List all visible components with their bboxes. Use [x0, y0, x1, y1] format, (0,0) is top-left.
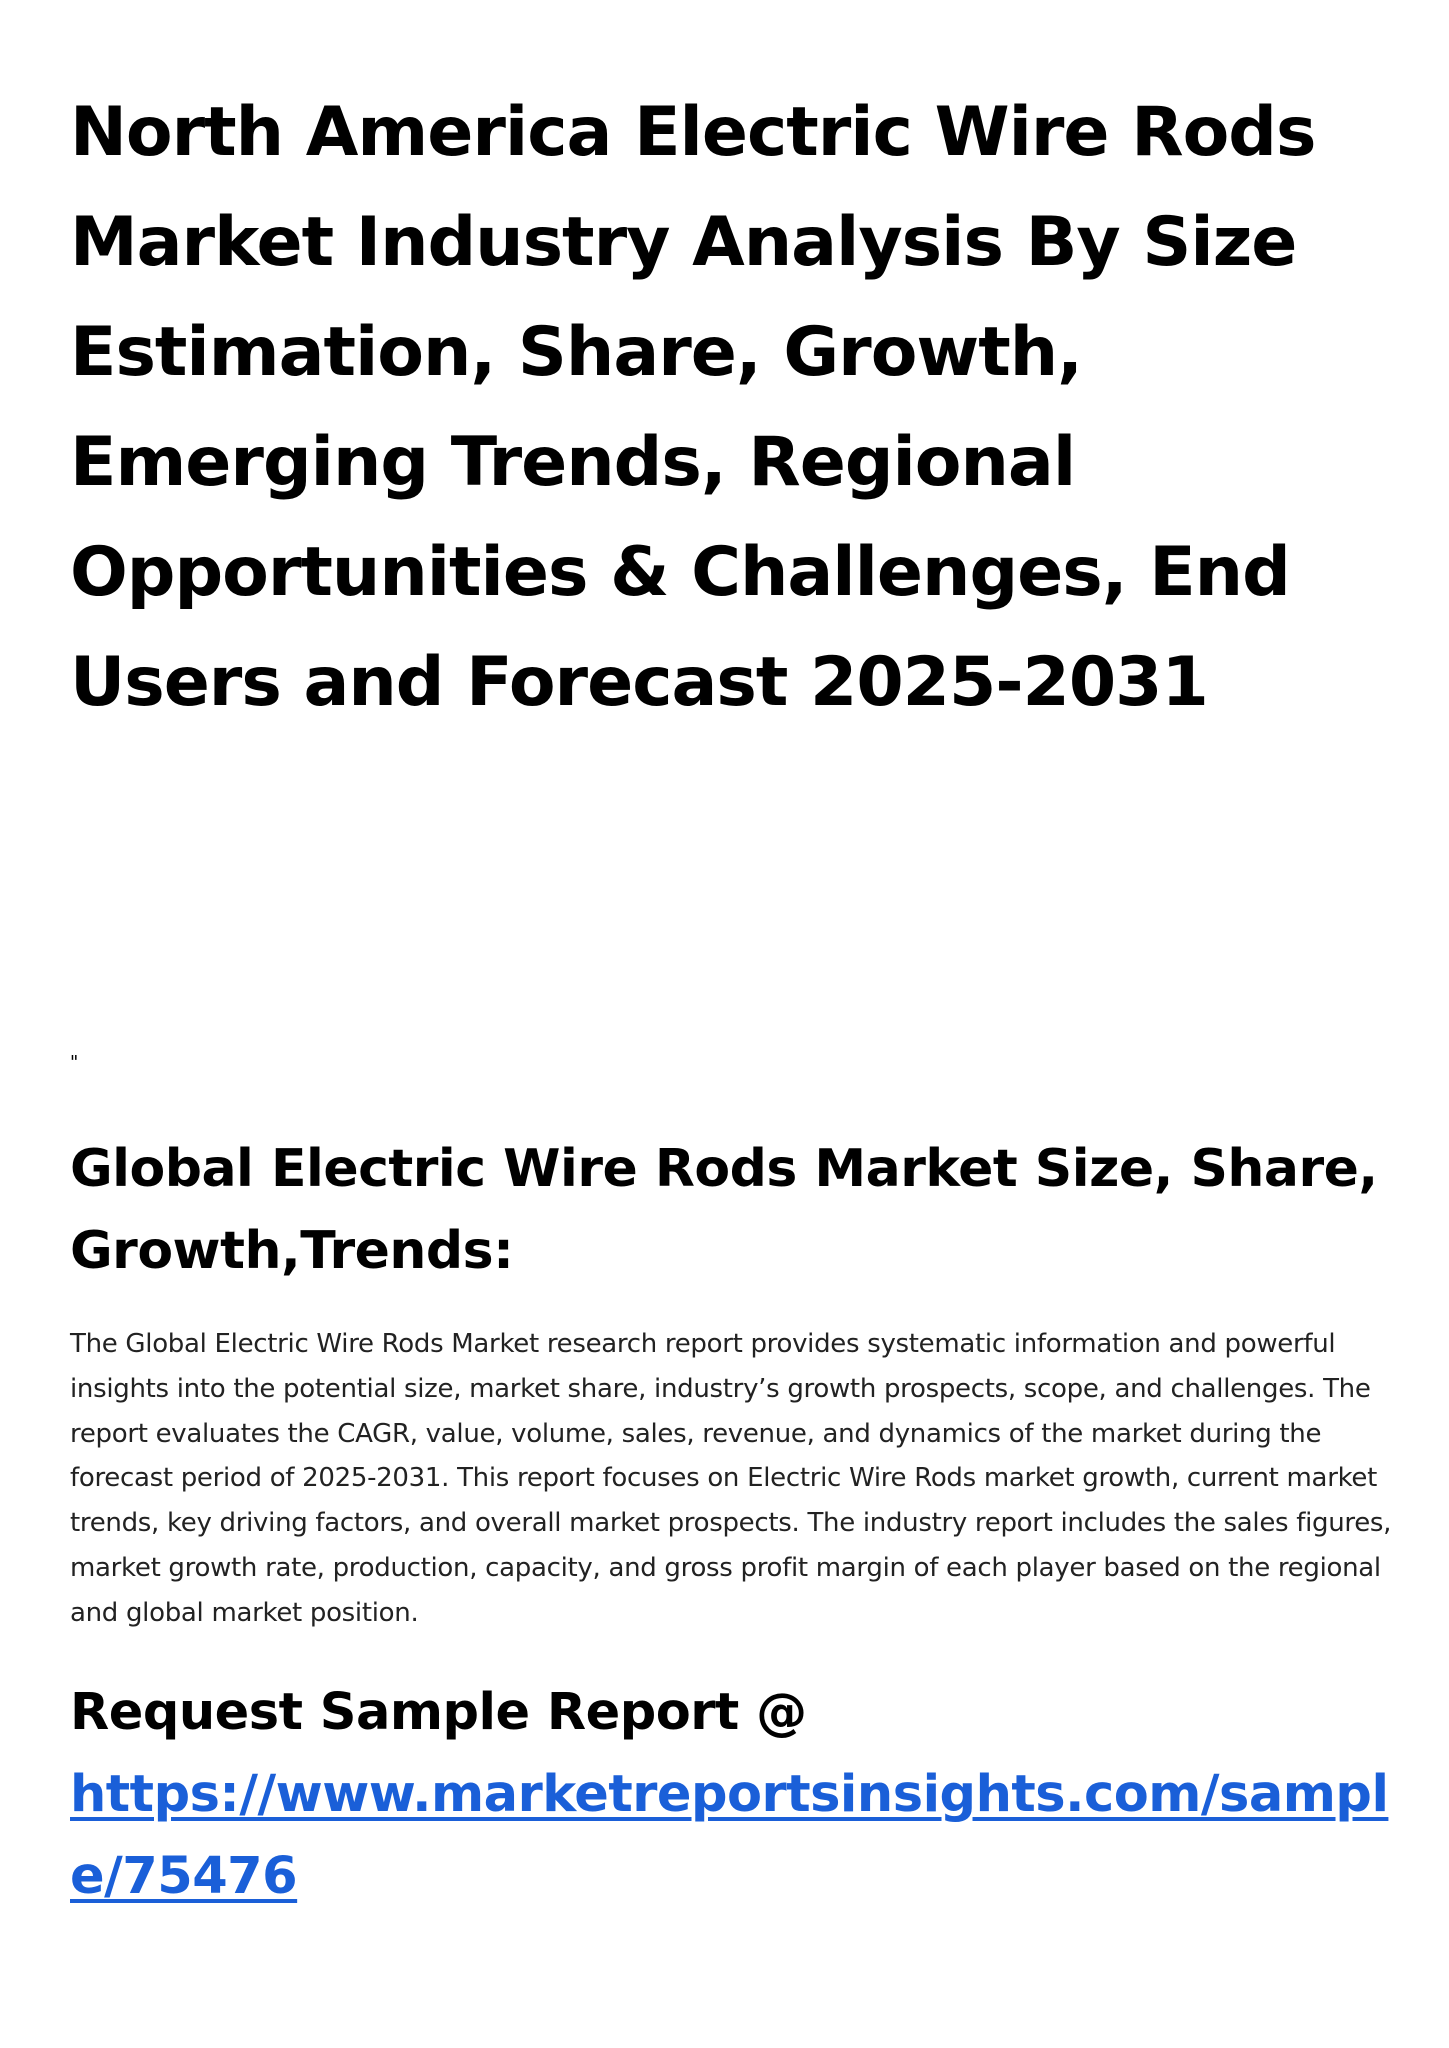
request-sample-block — [70, 1672, 1390, 1918]
request-sample-label: Request Sample Report @ — [70, 1683, 807, 1742]
document-title: North America Electric Wire Rods Market Industry Analysis By Size Estimation, Share, Growth, Emerging Trends, Regional Opportunities & Challenges, End Users and Forecast 2025-2031 — [70, 93, 1316, 722]
request-sample-link[interactable]: https://www.marketreportsinsights.com/sample/75476 — [70, 1765, 1389, 1906]
quote-mark: " — [70, 1052, 79, 1073]
body-paragraph: The Global Electric Wire Rods Market research report provides systematic information and powerful insights into the potential size, market share, industry’s growth prospects, scope, and challenges. The report evaluates the CAGR, value, volume, sales, revenue, and dynamics of the market during the forecast period of 2025-2031. This report focuses on Electric Wire Rods market growth, current market trends, key driving factors, and overall market prospects. The industry report includes the sales figures, market growth rate, production, capacity, and gross profit margin of each player based on the regional and global market position. — [70, 1329, 1392, 1628]
section-heading: Global Electric Wire Rods Market Size, Share, Growth,Trends: — [70, 1139, 1378, 1281]
